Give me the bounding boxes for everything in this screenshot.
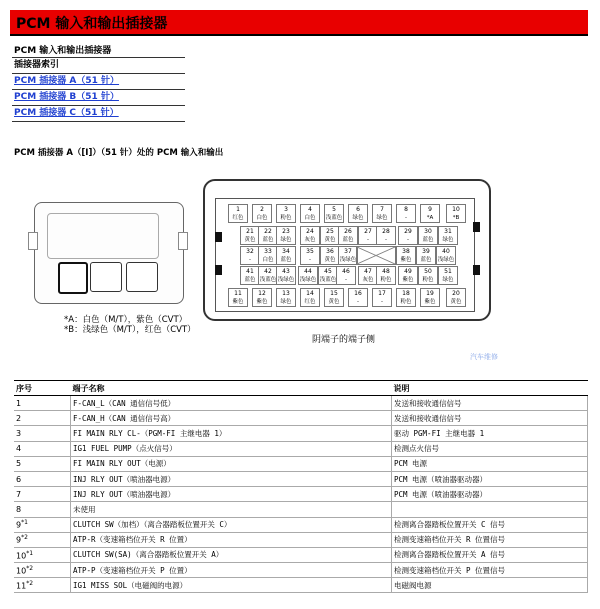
pin-wire-color: -	[385, 237, 387, 243]
table-row	[14, 441, 588, 456]
connector-pin	[418, 226, 438, 245]
connector-pin	[446, 288, 466, 307]
connector-pin	[420, 204, 440, 223]
pin-wire-color: 浅蓝色	[259, 277, 277, 283]
pin-number: 42	[264, 268, 272, 275]
pin-number: 51	[444, 268, 452, 275]
connector-pin	[376, 266, 396, 285]
pin-number: 31	[444, 228, 452, 235]
connector-pin	[228, 204, 248, 223]
pin-number: 32	[246, 248, 254, 255]
pcm-connector-b-illustration	[90, 262, 122, 292]
cell-number: 5	[14, 456, 71, 471]
pin-wire-color: 蓝色	[422, 237, 434, 243]
pin-number: 9	[428, 206, 432, 213]
connector-pin	[276, 204, 296, 223]
pin-number: 44	[304, 268, 312, 275]
connector-pin	[300, 226, 320, 245]
connector-pin	[258, 246, 278, 265]
connector-pin	[396, 288, 416, 307]
pin-wire-color: -	[381, 299, 383, 305]
cell-description: 检测点火信号	[392, 441, 588, 456]
connector-pin	[338, 226, 358, 245]
connector-index-heading: 插接器索引	[12, 57, 185, 74]
pin-wire-color: 白色	[256, 215, 268, 221]
connector-pin	[300, 204, 320, 223]
watermark: 汽车维修	[470, 353, 498, 361]
table-row	[14, 532, 588, 547]
pin-wire-color: -	[345, 277, 347, 283]
connector-pin	[438, 266, 458, 285]
connector-pin	[372, 204, 392, 223]
cell-number: 10$^{*2}$	[14, 563, 71, 578]
table-row	[14, 517, 588, 532]
pin-wire-color: 绿色	[442, 277, 454, 283]
pin-wire-color: *A	[426, 215, 434, 221]
connector-latch-right-bottom	[473, 265, 480, 275]
pin-wire-color: -	[407, 237, 409, 243]
connector-pin	[358, 226, 378, 245]
footnote-marker: *2	[26, 564, 34, 572]
pin-wire-color: 红色	[304, 299, 316, 305]
pin-number: 50	[424, 268, 432, 275]
cell-description: 检测变速箱档位开关 P 位置信号	[392, 563, 588, 578]
pin-wire-color: 灰色	[304, 237, 316, 243]
pin-number: 11	[234, 290, 242, 297]
cell-number: 11$^{*2}$	[14, 578, 71, 593]
cell-terminal-name: INJ RLY OUT（喷油器电源）	[71, 471, 392, 486]
pin-number: 26	[344, 228, 352, 235]
pin-wire-color: 紫色	[256, 299, 268, 305]
pin-wire-color: -	[249, 257, 251, 263]
connector-pin	[300, 288, 320, 307]
col-header-number: 序号	[14, 381, 71, 396]
pin-wire-color: 红色	[232, 215, 244, 221]
pin-wire-color: 浅绿色	[299, 277, 317, 283]
connector-pin	[252, 204, 272, 223]
connector-pin	[372, 288, 392, 307]
pin-wire-color: 浅绿色	[339, 257, 357, 263]
cell-description	[392, 502, 588, 517]
cell-number: 9$^{*1}$	[14, 517, 71, 532]
cell-description: PCM 电源	[392, 456, 588, 471]
pin-wire-color: 浅蓝色	[325, 215, 343, 221]
cell-number: 1	[14, 396, 71, 411]
pin-number: 6	[356, 206, 360, 213]
connector-pin	[348, 204, 368, 223]
cell-terminal-name: INJ RLY OUT（喷油器电源）	[71, 487, 392, 502]
connector-caption: 阴端子的端子侧	[312, 335, 376, 345]
cell-terminal-name: IG1 MISS SOL（电磁阀的电源）	[71, 578, 392, 593]
connector-pin	[276, 266, 296, 285]
connector-pin	[258, 226, 278, 245]
pin-number: 22	[264, 228, 272, 235]
pin-number: 35	[306, 248, 314, 255]
pin-wire-color: 紫色	[232, 299, 244, 305]
table-row	[14, 547, 588, 562]
pin-number: 2	[260, 206, 264, 213]
pin-wire-color: 蓝色	[280, 257, 292, 263]
connector-latch-left-top	[215, 232, 222, 242]
pin-number: 13	[282, 290, 290, 297]
connector-pin	[416, 246, 436, 265]
cell-description: PCM 电源（喷油器驱动器）	[392, 471, 588, 486]
pin-number: 47	[364, 268, 372, 275]
cell-description: PCM 电源（喷油器驱动器）	[392, 487, 588, 502]
pin-number: 4	[308, 206, 312, 213]
pin-number: 12	[258, 290, 266, 297]
cell-number: 9$^{*2}$	[14, 532, 71, 547]
pin-wire-color: 蓝色	[342, 237, 354, 243]
connector-pin	[358, 266, 378, 285]
connector-pin	[376, 226, 396, 245]
link-connector-c[interactable]: PCM 插接器 C（51 针）	[14, 108, 119, 118]
connector-pin	[276, 246, 296, 265]
pin-number: 30	[424, 228, 432, 235]
connector-pin	[398, 226, 418, 245]
pin-wire-color: -	[367, 237, 369, 243]
connector-pin	[336, 266, 356, 285]
pin-wire-color: 粉色	[422, 277, 434, 283]
cell-terminal-name: ATP-R（变速箱档位开关 R 位置）	[71, 532, 392, 547]
connector-pin	[420, 288, 440, 307]
pin-wire-color: 黄色	[324, 237, 336, 243]
pin-number: 10	[452, 206, 460, 213]
pin-number: 34	[282, 248, 290, 255]
connector-pin	[348, 288, 368, 307]
page-title: PCM 输入和输出插接器	[16, 16, 168, 32]
table-row	[14, 396, 588, 411]
pin-wire-color: 粉色	[400, 299, 412, 305]
connector-pin	[300, 246, 320, 265]
table-row	[14, 426, 588, 441]
connector-pin	[396, 204, 416, 223]
pin-wire-color: 黄色	[450, 299, 462, 305]
pin-wire-color: 黄色	[244, 237, 256, 243]
connector-pin	[396, 246, 416, 265]
connector-pin	[258, 266, 278, 285]
cell-description: 发送和接收通信信号	[392, 396, 588, 411]
connector-pin	[418, 266, 438, 285]
pin-number: 3	[284, 206, 288, 213]
cell-terminal-name: F-CAN_L（CAN 通信信号低）	[71, 396, 392, 411]
pin-number: 29	[404, 228, 412, 235]
cell-description: 检测离合器踏板位置开关 C 信号	[392, 517, 588, 532]
pin-wire-color: -	[309, 257, 311, 263]
cell-number: 3	[14, 426, 71, 441]
pin-wire-color: 灰色	[362, 277, 374, 283]
connector-pin	[276, 288, 296, 307]
pin-wire-color: 紫色	[402, 277, 414, 283]
pin-wire-color: 浅蓝色	[319, 277, 337, 283]
pcm-unit-cover	[47, 213, 159, 259]
title-bar	[10, 10, 588, 36]
pin-wire-color: 浅绿色	[277, 277, 295, 283]
ecu-note-a: *A：白色（M/T），紫色（CVT）	[64, 315, 188, 325]
pin-number: 16	[354, 290, 362, 297]
pin-wire-color: 蓝色	[244, 277, 256, 283]
cell-terminal-name: ATP-P（变速箱档位开关 P 位置）	[71, 563, 392, 578]
footnote-marker: *2	[26, 580, 34, 588]
table-row	[14, 471, 588, 486]
cell-number: 7	[14, 487, 71, 502]
table-row	[14, 578, 588, 593]
pin-wire-color: 蓝色	[262, 237, 274, 243]
pin-wire-color: 黄色	[324, 257, 336, 263]
pin-number: 23	[282, 228, 290, 235]
cell-number: 4	[14, 441, 71, 456]
pin-number: 27	[364, 228, 372, 235]
cell-description: 电磁阀电源	[392, 578, 588, 593]
connector-pin	[240, 266, 260, 285]
cell-number: 6	[14, 471, 71, 486]
pin-number: 14	[306, 290, 314, 297]
cell-terminal-name: CLUTCH SW(SA)（离合器踏板位置开关 A）	[71, 547, 392, 562]
pin-number: 1	[236, 206, 240, 213]
pin-number: 39	[422, 248, 430, 255]
col-header-terminal-name: 端子名称	[71, 381, 392, 396]
pin-number: 15	[330, 290, 338, 297]
pin-wire-color: 绿色	[352, 215, 364, 221]
ecu-note-b: *B：浅绿色（M/T），红色（CVT）	[64, 325, 196, 335]
cell-number: 2	[14, 411, 71, 426]
cell-terminal-name: IG1 FUEL PUMP（点火信号）	[71, 441, 392, 456]
cell-number: 10$^{*1}$	[14, 547, 71, 562]
pin-number: 5	[332, 206, 336, 213]
page-subtitle: PCM 输入和输出插接器	[14, 46, 112, 56]
pin-number: 33	[264, 248, 272, 255]
connector-pin	[318, 266, 338, 285]
pcm-mount-tab-right	[178, 232, 188, 250]
pin-wire-color: 白色	[304, 215, 316, 221]
table-row	[14, 487, 588, 502]
table-row	[14, 456, 588, 471]
pin-wire-color: 绿色	[442, 237, 454, 243]
pin-number: 37	[344, 248, 352, 255]
table-row	[14, 411, 588, 426]
connector-latch-right-top	[473, 222, 480, 232]
pin-number: 40	[442, 248, 450, 255]
pin-number: 7	[380, 206, 384, 213]
pin-number: 38	[402, 248, 410, 255]
connector-latch-left-bottom	[215, 265, 222, 275]
footnote-marker: *2	[21, 534, 28, 542]
pin-wire-color: 浅绿色	[437, 257, 455, 263]
pin-wire-color: 白色	[262, 257, 274, 263]
pin-number: 21	[246, 228, 254, 235]
pin-number: 18	[402, 290, 410, 297]
connector-pin	[228, 288, 248, 307]
connector-pin	[338, 246, 358, 265]
connector-pin	[320, 226, 340, 245]
cell-description: 检测离合器踏板位置开关 A 信号	[392, 547, 588, 562]
connector-pin	[240, 246, 260, 265]
cell-description: 检测变速箱档位开关 R 位置信号	[392, 532, 588, 547]
pin-number: 24	[306, 228, 314, 235]
pin-number: 43	[282, 268, 290, 275]
link-connector-b[interactable]: PCM 插接器 B（51 针）	[14, 92, 119, 102]
cell-terminal-name: F-CAN_H（CAN 通信信号高）	[71, 411, 392, 426]
pin-wire-color: 紫色	[424, 299, 436, 305]
section-title: PCM 插接器 A（[I]）（51 针）处的 PCM 输入和输出	[14, 148, 224, 158]
connector-pin	[324, 204, 344, 223]
cell-terminal-name: FI MAIN RLY CL-（PGM-FI 主继电器 1）	[71, 426, 392, 441]
connector-pin	[276, 226, 296, 245]
table-row	[14, 563, 588, 578]
cell-number: 8	[14, 502, 71, 517]
col-header-description: 说明	[392, 381, 588, 396]
connector-index	[12, 57, 185, 122]
pin-wire-color: 粉色	[280, 215, 292, 221]
pin-number: 45	[324, 268, 332, 275]
pin-number: 36	[326, 248, 334, 255]
connector-pin	[436, 246, 456, 265]
pcm-connector-c-illustration	[126, 262, 158, 292]
table-row	[14, 502, 588, 517]
pin-number: 17	[378, 290, 386, 297]
pin-wire-color: 蓝色	[420, 257, 432, 263]
connector-pin	[240, 226, 260, 245]
pin-wire-color: 绿色	[280, 299, 292, 305]
pin-wire-color: 紫色	[400, 257, 412, 263]
connector-pin	[320, 246, 340, 265]
footnote-marker: *1	[26, 549, 34, 557]
pcm-mount-tab-left	[28, 232, 38, 250]
pin-number: 19	[426, 290, 434, 297]
pin-number: 25	[326, 228, 334, 235]
pcm-connector-a-illustration	[58, 262, 88, 294]
pin-number: 20	[452, 290, 460, 297]
cell-terminal-name: CLUTCH SW（加档）（离合器踏板位置开关 C）	[71, 517, 392, 532]
connector-pin	[252, 288, 272, 307]
pin-number: 28	[382, 228, 390, 235]
pin-number: 46	[342, 268, 350, 275]
connector-pin	[398, 266, 418, 285]
pin-wire-color: 黄色	[328, 299, 340, 305]
footnote-marker: *1	[21, 519, 28, 527]
connector-pin	[446, 204, 466, 223]
connector-pin	[324, 288, 344, 307]
pin-wire-color: 粉色	[380, 277, 392, 283]
pin-number: 49	[404, 268, 412, 275]
connector-pin	[438, 226, 458, 245]
cell-description: 驱动 PGM-FI 主继电器 1	[392, 426, 588, 441]
pin-wire-color: -	[357, 299, 359, 305]
cell-terminal-name: FI MAIN RLY OUT（电源）	[71, 456, 392, 471]
link-connector-a[interactable]: PCM 插接器 A（51 针）	[14, 76, 120, 86]
pin-table	[14, 380, 588, 593]
pin-wire-color: *B	[452, 215, 460, 221]
pin-number: 41	[246, 268, 254, 275]
pin-wire-color: 绿色	[280, 237, 292, 243]
pin-wire-color: -	[405, 215, 407, 221]
pin-number: 48	[382, 268, 390, 275]
pin-wire-color: 绿色	[376, 215, 388, 221]
cell-terminal-name: 未使用	[71, 502, 392, 517]
connector-blank-cavity	[356, 246, 396, 265]
cell-description: 发送和接收通信信号	[392, 411, 588, 426]
pin-number: 8	[404, 206, 408, 213]
connector-pin	[298, 266, 318, 285]
